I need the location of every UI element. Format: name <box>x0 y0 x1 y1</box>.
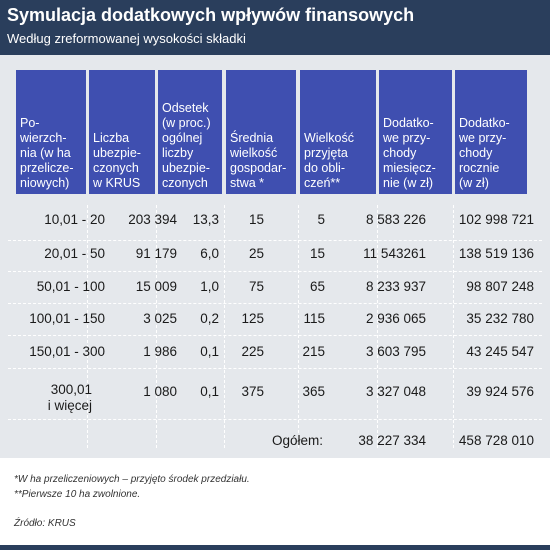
data-table <box>0 55 550 458</box>
table-cell: 102 998 721 <box>458 212 534 227</box>
bottom-bar <box>0 545 550 550</box>
header-label: Po- wierzch- nia (w ha przelicze- niowych) <box>20 116 74 190</box>
table-cell: 10,01 - 20 <box>44 212 105 227</box>
table-cell: 13,3 <box>192 212 219 227</box>
header-label: Liczba ubezpie- czonych w KRUS <box>93 131 141 190</box>
row-separator <box>8 368 542 369</box>
column-separator <box>298 205 299 448</box>
header-insured <box>89 70 155 194</box>
table-cell: 150,01 - 300 <box>29 344 105 359</box>
table-cell: 75 <box>248 279 264 294</box>
table-cell: 138 519 136 <box>458 246 534 261</box>
table-cell: 5 <box>317 212 325 227</box>
table-cell: 25 <box>248 246 264 261</box>
table-cell: 1 986 <box>143 344 177 359</box>
table-cell: 2 936 065 <box>365 311 426 326</box>
row-separator <box>8 419 542 420</box>
table-cell: 91 179 <box>135 246 177 261</box>
table-cell: 225 <box>241 344 264 359</box>
total-label: Ogółem: <box>271 433 323 448</box>
table-cell: 203 394 <box>128 212 177 227</box>
footnote-1: *W ha przeliczeniowych – przyjęto środek przedziału. <box>14 474 250 485</box>
header-calc-size <box>300 70 376 194</box>
table-cell: 43 245 547 <box>466 344 534 359</box>
table-cell: 8 583 226 <box>365 212 426 227</box>
table-cell: 1,0 <box>200 279 219 294</box>
row-separator <box>8 240 542 241</box>
row-separator <box>8 335 542 336</box>
table-cell: 100,01 - 150 <box>29 311 105 326</box>
header-area <box>16 70 86 194</box>
table-cell: 0,1 <box>200 384 219 399</box>
table-cell: 1 080 <box>143 384 177 399</box>
table-cell: 125 <box>241 311 264 326</box>
page-title: Symulacja dodatkowych wpływów finansowych <box>7 5 415 25</box>
table-cell: 0,1 <box>200 344 219 359</box>
table-cell: 6,0 <box>200 246 219 261</box>
table-cell: 11 543261 <box>363 246 426 261</box>
column-separator <box>224 205 225 448</box>
title-bar <box>0 0 550 55</box>
header-percent <box>158 70 222 194</box>
header-monthly <box>379 70 452 194</box>
source-note: Źródło: KRUS <box>14 518 76 529</box>
table-cell: 215 <box>302 344 325 359</box>
footnote-2: **Pierwsze 10 ha zwolnione. <box>14 489 141 500</box>
table-cell: 15 <box>248 212 264 227</box>
total-monthly: 38 227 334 <box>358 433 426 448</box>
header-label: Wielkość przyjęta do obli- czeń** <box>304 131 355 190</box>
table-cell: 300,01 i więcej <box>47 382 92 413</box>
row-separator <box>8 271 542 272</box>
column-separator <box>453 205 454 448</box>
header-label: Dodatko- we przy- chody miesięcz- nie (w zł) <box>383 116 436 190</box>
table-cell: 115 <box>303 311 325 326</box>
table-cell: 8 233 937 <box>365 279 426 294</box>
total-yearly: 458 728 010 <box>458 433 534 448</box>
page-subtitle: Według zreformowanej wysokości składki <box>7 31 246 46</box>
table-cell: 3 327 048 <box>365 384 426 399</box>
table-cell: 50,01 - 100 <box>36 279 105 294</box>
table-cell: 35 232 780 <box>466 311 534 326</box>
table-cell: 15 009 <box>135 279 177 294</box>
table-cell: 15 <box>309 246 325 261</box>
table-cell: 3 025 <box>143 311 177 326</box>
table-cell: 39 924 576 <box>466 384 534 399</box>
header-label: Średnia wielkość gospodar- stwa * <box>230 131 287 190</box>
header-label: Odsetek (w proc.) ogólnej liczby ubezpie- czonych <box>162 101 211 190</box>
header-avg-size <box>226 70 296 194</box>
table-cell: 365 <box>302 384 325 399</box>
table-cell: 20,01 - 50 <box>44 246 105 261</box>
table-cell: 3 603 795 <box>365 344 426 359</box>
header-yearly <box>455 70 527 194</box>
table-cell: 0,2 <box>200 311 219 326</box>
table-cell: 98 807 248 <box>466 279 534 294</box>
table-cell: 65 <box>309 279 325 294</box>
header-label: Dodatko- we przy- chody rocznie (w zł) <box>459 116 510 190</box>
table-cell: 375 <box>241 384 264 399</box>
row-separator <box>8 303 542 304</box>
